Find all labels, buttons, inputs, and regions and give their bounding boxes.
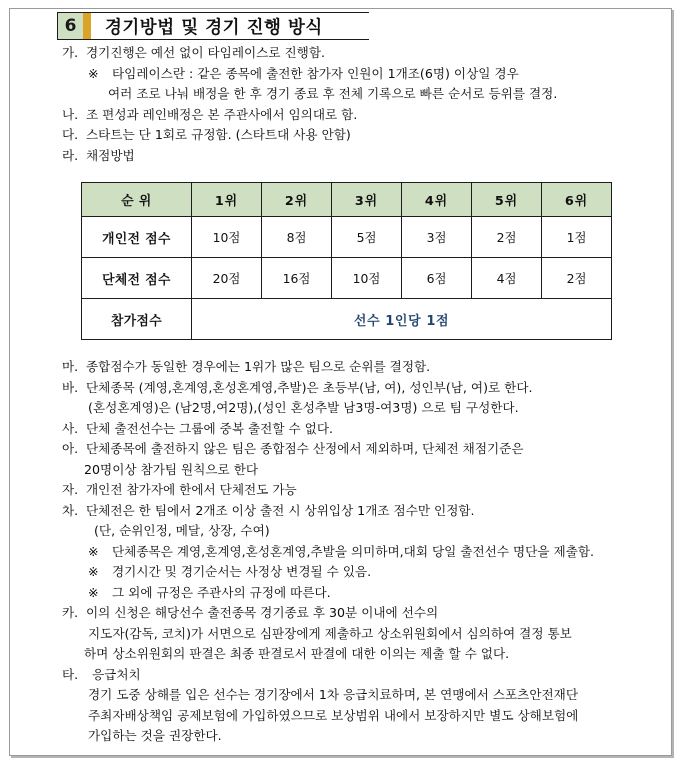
list-item-label: 카. [62, 605, 79, 620]
table-cell: 5점 [332, 217, 402, 258]
table-header-cell: 1위 [192, 183, 262, 217]
list-item [10, 484, 671, 505]
list-item [10, 129, 671, 150]
list-item [10, 443, 671, 464]
list-item-label: 타. [62, 666, 79, 682]
list-item-label: 라. [62, 147, 79, 163]
table-row [82, 258, 612, 299]
list-item-text: 스타트는 단 1회로 규정함. (스타트대 사용 안함) [86, 127, 351, 142]
section-heading [57, 12, 369, 40]
table-cell: 6점 [402, 258, 472, 299]
list-item-text: 단체전은 한 팀에서 2개조 이상 출전 시 상위입상 1개조 점수만 인정함. [86, 502, 475, 518]
table-cell: 20점 [192, 258, 262, 299]
list-item-text: 그 외에 규정은 주관사의 규정에 따른다. [112, 584, 331, 600]
list-item-text: 개인전 참가자에 한에서 단체전도 가능 [86, 482, 297, 497]
list-item-text: 가입하는 것을 권장한다. [88, 728, 222, 743]
table-row-header: 단체전 점수 [82, 258, 192, 299]
list-item [10, 607, 671, 628]
document-page [9, 8, 672, 756]
table-header-cell: 5위 [472, 183, 542, 217]
list-item [10, 543, 671, 567]
list-item-label: 차. [62, 502, 79, 518]
list-item-text: (혼성혼계영)은 (남2명,여2명),(성인 혼성추발 남3명-여3명) 으로 팀 구성한다. [88, 400, 519, 415]
list-item [10, 106, 671, 130]
list-item [10, 525, 671, 546]
list-item-text: 조 편성과 레인배정은 본 주관사에서 임의대로 함. [86, 106, 358, 122]
list-item-text: 주최자배상책임 공제보험에 가입하였으므로 보상범위 내에서 보장하지만 별도 상해보험에 [88, 707, 579, 723]
list-item-text: 경기진행은 예선 없이 타임레이스로 진행함. [86, 45, 325, 60]
list-item-label: ※ [88, 65, 99, 81]
table-row [82, 217, 612, 258]
list-item-text: 단체 출전선수는 그룹에 중복 출전할 수 없다. [86, 420, 334, 436]
table-cell-merged: 선수 1인당 1점 [192, 299, 612, 340]
table-row-header: 개인전 점수 [82, 217, 192, 258]
list-item [10, 730, 671, 751]
table-header-cell: 2위 [262, 183, 332, 217]
page-title: 경기방법 및 경기 진행 방식 [91, 12, 369, 40]
section-number: 6 [57, 12, 83, 40]
list-item-label: 사. [62, 420, 79, 436]
list-item [10, 361, 671, 382]
list-item-text: 이의 신청은 해당선수 출전종목 경기종료 후 30분 이내에 선수의 [86, 605, 439, 620]
list-item [10, 461, 671, 485]
list-item-text: (단, 순위인정, 메달, 상장, 수여) [94, 523, 270, 538]
list-item [10, 147, 671, 171]
list-item [10, 566, 671, 587]
list-item-text: 경기시간 및 경기순서는 사정상 변경될 수 있음. [112, 564, 372, 579]
table-cell: 16점 [262, 258, 332, 299]
table-header-cell: 4위 [402, 183, 472, 217]
list-item [10, 625, 671, 649]
list-item [10, 502, 671, 526]
list-item-label: 바. [62, 379, 79, 395]
list-item-label: 자. [62, 482, 79, 497]
list-item-text: 단체종목에 출전하지 않은 팀은 종합점수 산정에서 제외하며, 단체전 채점기준은 [86, 441, 524, 456]
list-item [10, 648, 671, 669]
heading-accent-bar [83, 12, 91, 40]
list-item [10, 689, 671, 710]
list-item [10, 402, 671, 423]
table-header-row [82, 183, 612, 217]
table-cell: 10점 [332, 258, 402, 299]
table-header-cell: 6위 [542, 183, 612, 217]
table-cell: 3점 [402, 217, 472, 258]
list-item-label: ※ [88, 543, 99, 559]
list-item-text: 여러 조로 나눠 배정을 한 후 경기 종료 후 전체 기록으로 빠른 순서로 등위를 결정. [108, 86, 558, 101]
table-cell: 10점 [192, 217, 262, 258]
list-item-label: 나. [62, 106, 79, 122]
list-item-label: 다. [62, 127, 79, 142]
list-item [10, 707, 671, 731]
table-header-cell: 순 위 [82, 183, 192, 217]
list-item [10, 47, 671, 68]
list-item-label: 가. [62, 45, 79, 60]
list-item-text: 타임레이스란 : 같은 종목에 출전한 참가자 인원이 1개조(6명) 이상일 경우 [112, 65, 519, 81]
list-item-text: 경기 도중 상해를 입은 선수는 경기장에서 1차 응급치료하며, 본 연맹에서 스포츠안전재단 [88, 687, 579, 702]
list-item-text: 20명이상 참가팀 원칙으로 한다 [84, 461, 259, 477]
table-cell: 4점 [472, 258, 542, 299]
scoring-table [81, 182, 612, 340]
document-body [10, 47, 671, 170]
table-cell: 8점 [262, 217, 332, 258]
list-item [10, 65, 671, 89]
table-cell: 2점 [542, 258, 612, 299]
table-row [82, 299, 612, 340]
table-row-header: 참가점수 [82, 299, 192, 340]
list-item-text: 단체종목 (계영,혼계영,혼성혼계영,추발)은 초등부(남, 여), 성인부(남, 여)로 한다. [86, 379, 533, 395]
list-item-text: 응급처치 [92, 666, 141, 682]
list-item-text: 지도자(감독, 코치)가 서면으로 심판장에게 제출하고 상소위원회에서 심의하여 결정 통보 [88, 625, 572, 641]
list-item [10, 379, 671, 403]
list-item-text: 채점방법 [86, 147, 135, 163]
document-body-lower [10, 361, 671, 751]
list-item-label: 아. [62, 441, 79, 456]
list-item [10, 584, 671, 608]
list-item [10, 420, 671, 444]
list-item-label: ※ [88, 564, 99, 579]
list-item-text: 종합점수가 동일한 경우에는 1위가 많은 팀으로 순위를 결정함. [86, 359, 431, 374]
list-item-text: 단체종목은 계영,혼계영,혼성혼계영,추발을 의미하며,대회 당일 출전선수 명단을 제출함. [112, 543, 594, 559]
list-item-label: ※ [88, 584, 99, 600]
list-item [10, 666, 671, 690]
list-item [10, 88, 671, 109]
list-item-label: 마. [62, 359, 79, 374]
table-cell: 1점 [542, 217, 612, 258]
list-item-text: 하며 상소위원회의 판결은 최종 판결로서 판결에 대한 이의는 제출 할 수 없다. [84, 646, 510, 661]
table-cell: 2점 [472, 217, 542, 258]
table-header-cell: 3위 [332, 183, 402, 217]
